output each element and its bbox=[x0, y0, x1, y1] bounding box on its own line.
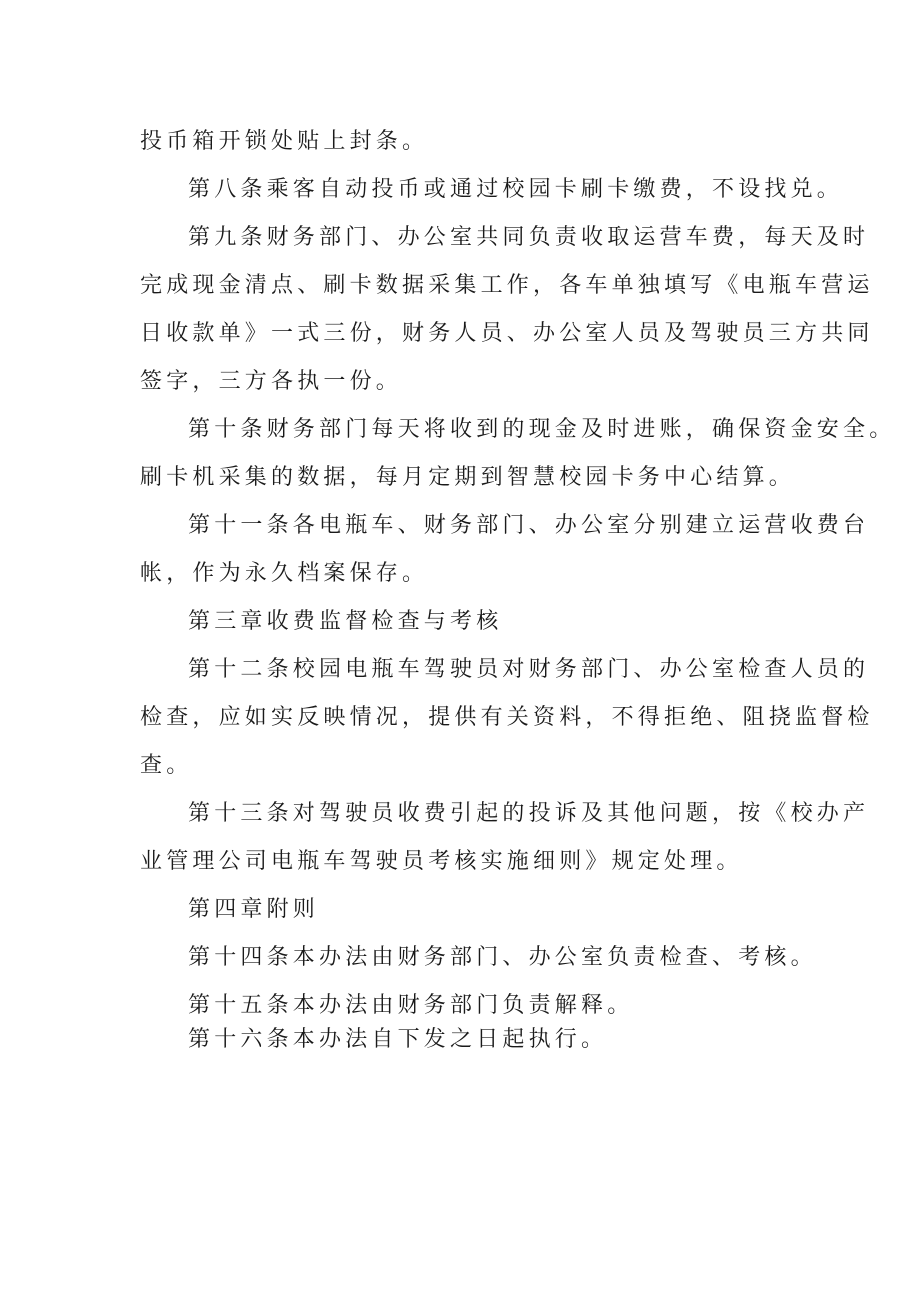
text-line: 刷卡机采集的数据，每月定期到智慧校园卡务中心结算。 bbox=[140, 465, 796, 490]
text-line: 检查，应如实反映情况，提供有关资料，不得拒绝、阻挠监督检 bbox=[140, 705, 874, 730]
article-13: 第十三条对驾驶员收费引起的投诉及其他问题，按《校办产 bbox=[188, 801, 870, 826]
article-16: 第十六条本办法自下发之日起执行。 bbox=[188, 1027, 608, 1052]
article-12: 第十二条校园电瓶车驾驶员对财务部门、办公室检查人员的 bbox=[188, 657, 870, 682]
text-line: 业管理公司电瓶车驾驶员考核实施细则》规定处理。 bbox=[140, 849, 743, 874]
text-line: 投币箱开锁处贴上封条。 bbox=[140, 129, 429, 154]
article-11: 第十一条各电瓶车、财务部门、办公室分别建立运营收费台 bbox=[188, 513, 870, 538]
text-line: 签字，三方各执一份。 bbox=[140, 369, 403, 394]
text-line: 帐，作为永久档案保存。 bbox=[140, 561, 429, 586]
text-line: 完成现金清点、刷卡数据采集工作，各车单独填写《电瓶车营运 bbox=[140, 273, 874, 298]
text-line: 查。 bbox=[140, 753, 193, 778]
article-8: 第八条乘客自动投币或通过校园卡刷卡缴费，不设找兑。 bbox=[188, 177, 844, 202]
chapter-4-heading: 第四章附则 bbox=[188, 897, 320, 922]
text-line: 日收款单》一式三份，财务人员、办公室人员及驾驶员三方共同 bbox=[140, 321, 874, 346]
article-14: 第十四条本办法由财务部门、办公室负责检查、考核。 bbox=[188, 945, 817, 970]
chapter-3-heading: 第三章收费监督检查与考核 bbox=[188, 609, 503, 634]
article-10: 第十条财务部门每天将收到的现金及时进账，确保资金安全。 bbox=[188, 417, 896, 442]
article-15: 第十五条本办法由财务部门负责解释。 bbox=[188, 993, 634, 1018]
article-9: 第九条财务部门、办公室共同负责收取运营车费，每天及时 bbox=[188, 225, 870, 250]
